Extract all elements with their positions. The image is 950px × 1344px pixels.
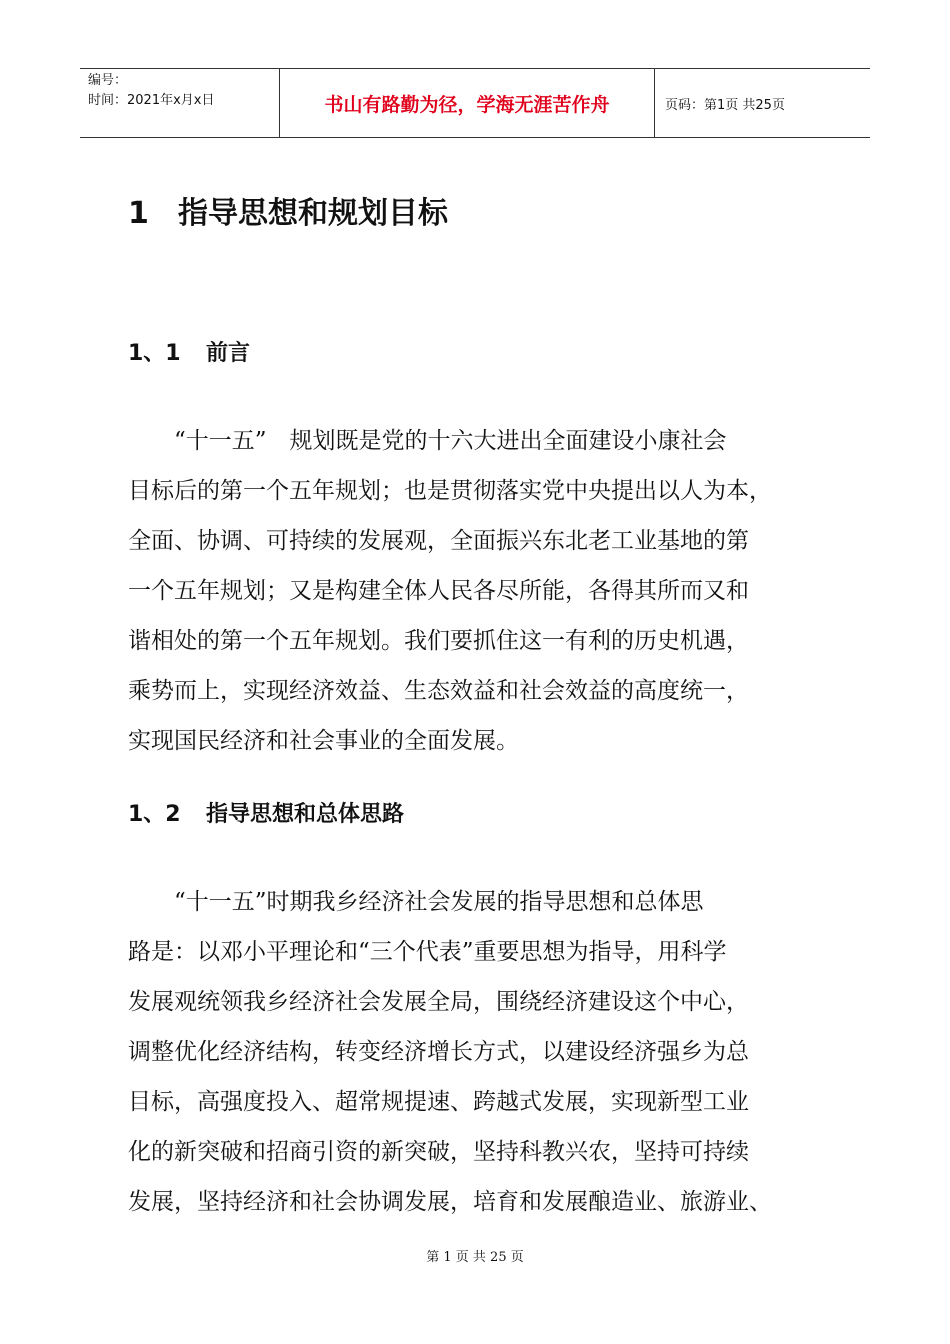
paragraph-line: 全面、协调、可持续的发展观，全面振兴东北老工业基地的第 <box>128 528 749 554</box>
chapter-title-text: 指导思想和规划目标 <box>178 196 448 231</box>
paragraph-line: 一个五年规划；又是构建全体人民各尽所能，各得其所而又和 <box>128 578 749 604</box>
paragraph-line: 目标后的第一个五年规划；也是贯彻落实党中央提出以人为本， <box>128 478 772 504</box>
paragraph-line: “十一五” 规划既是党的十六大进出全面建设小康社会 <box>128 428 727 454</box>
section-heading-guiding-thought <box>128 797 404 828</box>
paragraph-line: 实现国民经济和社会事业的全面发展。 <box>128 728 519 754</box>
section-number: 1、2 <box>128 802 181 827</box>
section-heading-text: 指导思想和总体思路 <box>206 802 405 827</box>
preface-paragraph <box>128 416 838 766</box>
chapter-number: 1 <box>128 196 149 231</box>
guiding-thought-paragraph <box>128 877 838 1227</box>
paragraph-line: 化的新突破和招商引资的新突破，坚持科教兴农，坚持可持续 <box>128 1139 749 1165</box>
paragraph-line: 目标，高强度投入、超常规提速、跨越式发展，实现新型工业 <box>128 1089 749 1115</box>
paragraph-line: 发展，坚持经济和社会协调发展，培育和发展酿造业、旅游业、 <box>128 1189 772 1215</box>
paragraph-line: 调整优化经济结构，转变经济增长方式，以建设经济强乡为总 <box>128 1039 749 1065</box>
page-header <box>80 68 870 138</box>
header-meta <box>80 69 280 137</box>
section-heading-preface <box>128 336 250 367</box>
document-date: 时间：2021年x月x日 <box>88 93 215 108</box>
header-motto: 书山有路勤为径，学海无涯苦作舟 <box>280 69 655 137</box>
header-page-info: 页码：第1页 共25页 <box>665 97 785 113</box>
paragraph-line: 路是：以邓小平理论和“三个代表”重要思想为指导，用科学 <box>128 939 727 965</box>
paragraph-line: 乘势而上，实现经济效益、生态效益和社会效益的高度统一， <box>128 678 749 704</box>
section-number: 1、1 <box>128 341 181 366</box>
paragraph-line: 谐相处的第一个五年规划。我们要抓住这一有利的历史机遇， <box>128 628 749 654</box>
page-footer: 第 1 页 共 25 页 <box>426 1250 524 1265</box>
section-heading-text: 前言 <box>206 341 251 366</box>
paragraph-line: “十一五”时期我乡经济社会发展的指导思想和总体思 <box>128 889 704 915</box>
document-code-label: 编号： <box>88 73 128 88</box>
paragraph-line: 发展观统领我乡经济社会发展全局，围绕经济建设这个中心， <box>128 989 749 1015</box>
chapter-title <box>128 188 448 232</box>
